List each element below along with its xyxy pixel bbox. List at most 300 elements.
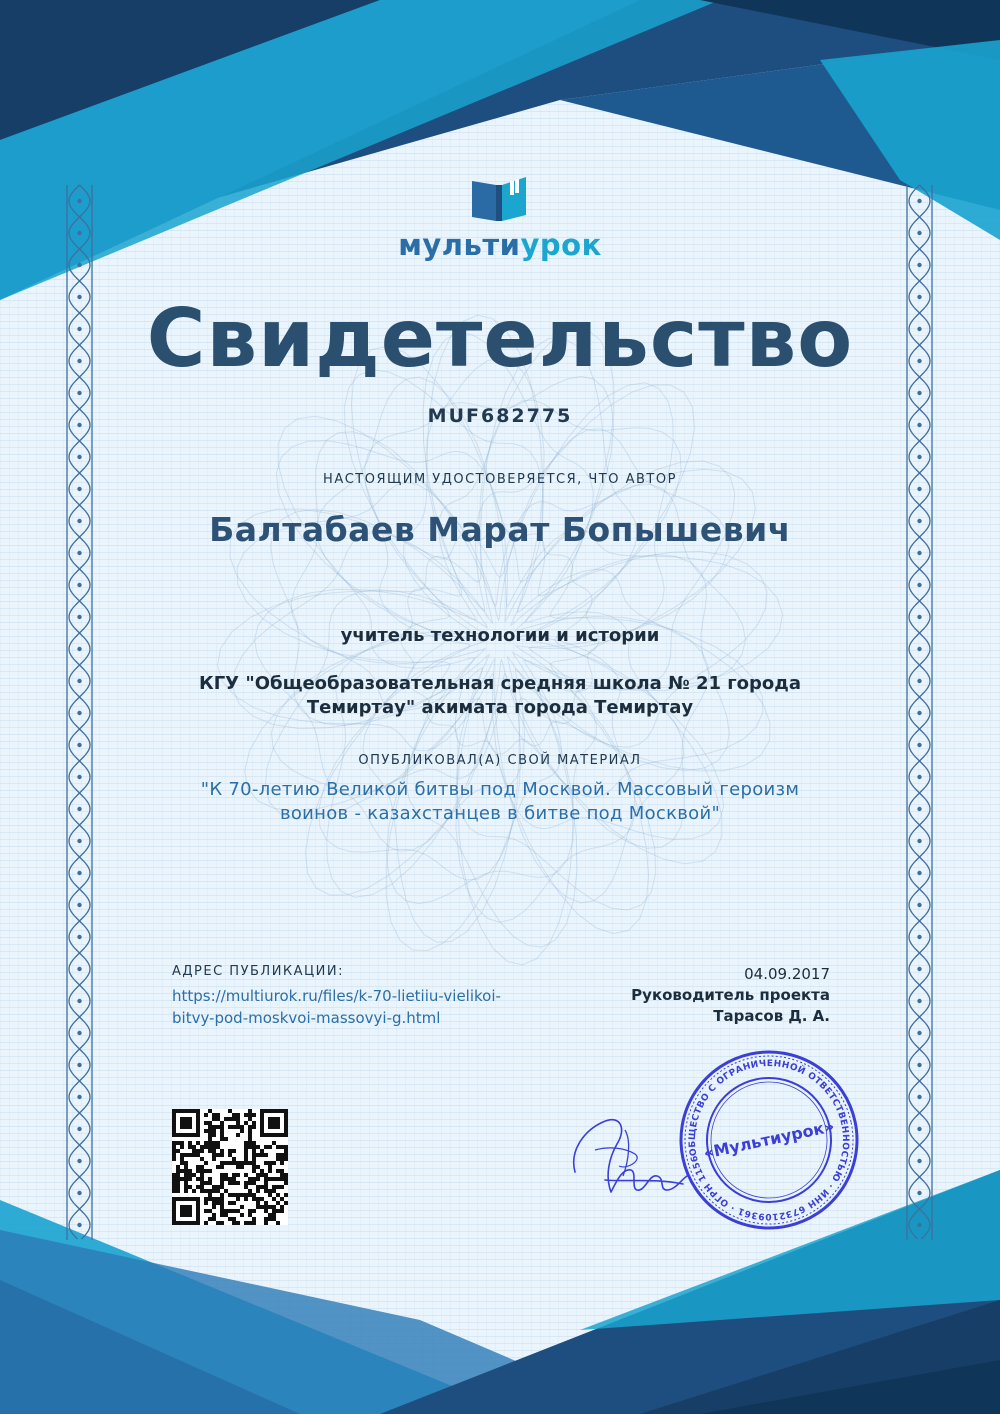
qr-module: [236, 1117, 240, 1121]
qr-module: [284, 1181, 288, 1185]
publication-address-label: АДРЕС ПУБЛИКАЦИИ:: [172, 964, 344, 979]
qr-module: [268, 1205, 272, 1209]
qr-module: [244, 1153, 248, 1157]
qr-module: [204, 1145, 208, 1149]
border-dot: [77, 551, 81, 555]
qr-module: [212, 1149, 216, 1153]
qr-module: [264, 1145, 268, 1149]
qr-module: [256, 1173, 260, 1177]
brand-part-1: мульти: [398, 228, 521, 262]
qr-module: [180, 1177, 184, 1181]
qr-module: [184, 1161, 188, 1165]
qr-module: [252, 1125, 256, 1129]
border-dot: [917, 871, 921, 875]
qr-module: [208, 1129, 212, 1133]
border-dot: [917, 583, 921, 587]
qr-module: [264, 1153, 268, 1157]
qr-module: [244, 1173, 248, 1177]
qr-module: [272, 1205, 276, 1209]
material-title-line-1: "К 70-летию Великой битвы под Москвой. Массовый героизм: [200, 779, 800, 800]
qr-module: [208, 1137, 212, 1141]
qr-module: [228, 1161, 232, 1165]
qr-module: [212, 1145, 216, 1149]
qr-module: [244, 1121, 248, 1125]
qr-module: [256, 1153, 260, 1157]
qr-module: [192, 1173, 196, 1177]
qr-module: [176, 1185, 180, 1189]
qr-module: [264, 1217, 268, 1221]
organization-line-2: Темиртау" акимата города Темиртау: [306, 697, 694, 718]
qr-module: [264, 1189, 268, 1193]
qr-module: [212, 1117, 216, 1121]
qr-module: [200, 1145, 204, 1149]
qr-module: [184, 1189, 188, 1193]
qr-module: [208, 1193, 212, 1197]
border-dot: [77, 871, 81, 875]
qr-code: [172, 1109, 288, 1225]
qr-module: [196, 1185, 200, 1189]
qr-module: [248, 1177, 252, 1181]
qr-module: [180, 1141, 184, 1145]
qr-module: [256, 1145, 260, 1149]
qr-module: [176, 1173, 180, 1177]
qr-module: [228, 1117, 232, 1121]
qr-module: [244, 1113, 248, 1117]
qr-module: [248, 1117, 252, 1121]
border-dot: [77, 1127, 81, 1131]
qr-module: [252, 1149, 256, 1153]
qr-module: [240, 1161, 244, 1165]
qr-module: [220, 1197, 224, 1201]
qr-module: [264, 1181, 268, 1185]
qr-module: [260, 1205, 264, 1209]
material-title-line-2: воинов - казахстанцев в битве под Москвой": [279, 803, 721, 824]
qr-module: [192, 1189, 196, 1193]
qr-module: [212, 1153, 216, 1157]
border-dot: [917, 455, 921, 459]
qr-module: [276, 1169, 280, 1173]
qr-module: [232, 1113, 236, 1117]
qr-module: [200, 1157, 204, 1161]
qr-module: [228, 1217, 232, 1221]
qr-module: [256, 1189, 260, 1193]
qr-module: [248, 1137, 252, 1141]
border-dot: [77, 1031, 81, 1035]
qr-module: [244, 1149, 248, 1153]
qr-module: [196, 1141, 200, 1145]
qr-module: [208, 1197, 212, 1201]
qr-module: [232, 1117, 236, 1121]
qr-module: [204, 1189, 208, 1193]
qr-module: [244, 1157, 248, 1161]
qr-module: [248, 1125, 252, 1129]
qr-module: [176, 1149, 180, 1153]
qr-module: [252, 1153, 256, 1157]
qr-module: [220, 1125, 224, 1129]
qr-module: [260, 1197, 264, 1201]
qr-module: [224, 1137, 228, 1141]
qr-module: [236, 1193, 240, 1197]
border-dot: [917, 999, 921, 1003]
qr-module: [252, 1197, 256, 1201]
qr-module: [212, 1189, 216, 1193]
qr-module: [232, 1177, 236, 1181]
qr-module: [272, 1189, 276, 1193]
qr-module: [276, 1193, 280, 1197]
certificate-title: Свидетельство: [146, 292, 854, 385]
qr-module: [252, 1193, 256, 1197]
qr-module: [172, 1145, 176, 1149]
qr-module: [224, 1213, 228, 1217]
qr-module: [236, 1125, 240, 1129]
author-name: Балтабаев Марат Бопышевич: [209, 510, 791, 549]
border-dot: [77, 391, 81, 395]
qr-module: [272, 1209, 276, 1213]
qr-module: [172, 1185, 176, 1189]
qr-module: [208, 1209, 212, 1213]
qr-module: [200, 1149, 204, 1153]
qr-module: [252, 1161, 256, 1165]
qr-module: [224, 1189, 228, 1193]
qr-module: [264, 1221, 268, 1225]
qr-module: [208, 1217, 212, 1221]
qr-module: [184, 1173, 188, 1177]
qr-module: [232, 1173, 236, 1177]
qr-module: [240, 1205, 244, 1209]
qr-module: [204, 1197, 208, 1201]
qr-module: [248, 1221, 252, 1225]
author-position: учитель технологии и истории: [340, 625, 660, 646]
qr-module: [240, 1129, 244, 1133]
qr-module: [240, 1193, 244, 1197]
qr-module: [236, 1209, 240, 1213]
qr-module: [260, 1169, 264, 1173]
qr-module: [208, 1169, 212, 1173]
qr-module: [276, 1153, 280, 1157]
qr-module: [204, 1209, 208, 1213]
qr-module: [272, 1217, 276, 1221]
qr-module: [284, 1153, 288, 1157]
qr-module: [272, 1197, 276, 1201]
qr-module: [208, 1133, 212, 1137]
qr-module: [228, 1181, 232, 1185]
qr-module: [228, 1209, 232, 1213]
qr-module: [220, 1133, 224, 1137]
qr-module: [256, 1177, 260, 1181]
qr-module: [220, 1173, 224, 1177]
qr-module: [220, 1221, 224, 1225]
qr-module: [236, 1161, 240, 1165]
qr-module: [228, 1153, 232, 1157]
publication-url[interactable]: [172, 985, 592, 1029]
qr-module: [180, 1169, 184, 1173]
qr-module: [276, 1185, 280, 1189]
qr-module: [216, 1113, 220, 1117]
qr-module: [220, 1129, 224, 1133]
brand-name: [0, 228, 1000, 262]
border-dot: [917, 1063, 921, 1067]
qr-module: [244, 1221, 248, 1225]
qr-module: [268, 1169, 272, 1173]
qr-module: [220, 1185, 224, 1189]
qr-module: [184, 1153, 188, 1157]
qr-module: [212, 1133, 216, 1137]
qr-module: [232, 1217, 236, 1221]
qr-module: [224, 1173, 228, 1177]
qr-module: [236, 1121, 240, 1125]
border-dot: [77, 487, 81, 491]
qr-module: [220, 1121, 224, 1125]
qr-module: [192, 1145, 196, 1149]
qr-module: [176, 1177, 180, 1181]
qr-module: [268, 1145, 272, 1149]
qr-module: [180, 1157, 184, 1161]
border-dot: [77, 1223, 81, 1227]
qr-module: [212, 1129, 216, 1133]
qr-module: [208, 1141, 212, 1145]
qr-module: [284, 1149, 288, 1153]
organization-line-1: КГУ "Общеобразовательная средняя школа № 21 города: [199, 673, 801, 694]
qr-module: [272, 1141, 276, 1145]
qr-module: [188, 1141, 192, 1145]
qr-module: [172, 1189, 176, 1193]
qr-module: [276, 1209, 280, 1213]
qr-module: [268, 1161, 272, 1165]
qr-module: [240, 1165, 244, 1169]
qr-module: [264, 1177, 268, 1181]
qr-module: [280, 1173, 284, 1177]
qr-module: [172, 1173, 176, 1177]
qr-module: [236, 1221, 240, 1225]
qr-module: [244, 1193, 248, 1197]
qr-module: [188, 1169, 192, 1173]
border-dot: [77, 455, 81, 459]
qr-module: [264, 1209, 268, 1213]
qr-module: [208, 1181, 212, 1185]
qr-module: [276, 1177, 280, 1181]
qr-module: [200, 1173, 204, 1177]
qr-module: [280, 1169, 284, 1173]
qr-module: [252, 1221, 256, 1225]
qr-module: [208, 1149, 212, 1153]
border-dot: [77, 1191, 81, 1195]
qr-module: [260, 1185, 264, 1189]
qr-module: [228, 1193, 232, 1197]
qr-module: [196, 1153, 200, 1157]
qr-module: [172, 1181, 176, 1185]
qr-module: [252, 1181, 256, 1185]
border-dot: [917, 391, 921, 395]
qr-module: [184, 1181, 188, 1185]
qr-module: [224, 1161, 228, 1165]
qr-module: [264, 1161, 268, 1165]
qr-module: [220, 1137, 224, 1141]
qr-module: [228, 1125, 232, 1129]
border-dot: [917, 1031, 921, 1035]
qr-module: [268, 1193, 272, 1197]
border-dot: [77, 583, 81, 587]
company-stamp: [677, 1048, 861, 1232]
qr-module: [236, 1133, 240, 1137]
qr-module: [260, 1173, 264, 1177]
qr-module: [192, 1153, 196, 1157]
qr-module: [232, 1181, 236, 1185]
qr-module: [188, 1177, 192, 1181]
qr-module: [236, 1165, 240, 1169]
qr-module: [252, 1169, 256, 1173]
border-dot: [77, 935, 81, 939]
qr-module: [232, 1201, 236, 1205]
qr-module: [204, 1141, 208, 1145]
qr-module: [216, 1197, 220, 1201]
border-dot: [917, 1191, 921, 1195]
qr-module: [208, 1109, 212, 1113]
qr-module: [184, 1165, 188, 1169]
qr-module: [212, 1213, 216, 1217]
qr-module: [176, 1181, 180, 1185]
qr-module: [280, 1153, 284, 1157]
qr-module: [216, 1145, 220, 1149]
qr-module: [284, 1177, 288, 1181]
qr-module: [220, 1165, 224, 1169]
border-dot: [77, 647, 81, 651]
qr-module: [220, 1209, 224, 1213]
published-lead-text: ОПУБЛИКОВАЛ(А) СВОЙ МАТЕРИАЛ: [358, 753, 642, 768]
qr-module: [208, 1121, 212, 1125]
qr-module: [220, 1153, 224, 1157]
qr-module: [200, 1177, 204, 1181]
qr-module: [232, 1221, 236, 1225]
signer-name: Тарасов Д. А.: [713, 1007, 830, 1025]
qr-module: [232, 1193, 236, 1197]
qr-module: [256, 1201, 260, 1205]
organization: [0, 672, 1000, 720]
qr-module: [252, 1177, 256, 1181]
qr-finder: [268, 1117, 280, 1129]
border-dot: [77, 1063, 81, 1067]
qr-module: [188, 1145, 192, 1149]
qr-module: [252, 1157, 256, 1161]
publication-url-line-1[interactable]: https://multiurok.ru/files/k-70-lietiiu-vielikoi-: [172, 987, 501, 1005]
qr-module: [220, 1213, 224, 1217]
qr-module: [204, 1221, 208, 1225]
qr-module: [280, 1205, 284, 1209]
border-dot: [917, 551, 921, 555]
qr-module: [248, 1189, 252, 1193]
border-dot: [917, 1159, 921, 1163]
qr-module: [216, 1117, 220, 1121]
qr-module: [192, 1149, 196, 1153]
qr-module: [212, 1113, 216, 1117]
qr-module: [264, 1201, 268, 1205]
qr-module: [268, 1217, 272, 1221]
qr-module: [252, 1209, 256, 1213]
border-dot: [77, 903, 81, 907]
qr-module: [248, 1145, 252, 1149]
publication-url-line-2[interactable]: bitvy-pod-moskvoi-massovyi-g.html: [172, 1009, 441, 1027]
border-dot: [917, 199, 921, 203]
brand-part-2: урок: [520, 228, 602, 262]
qr-module: [176, 1169, 180, 1173]
qr-module: [172, 1149, 176, 1153]
border-dot: [77, 999, 81, 1003]
qr-module: [204, 1169, 208, 1173]
qr-module: [264, 1205, 268, 1209]
qr-module: [196, 1177, 200, 1181]
qr-module: [196, 1149, 200, 1153]
qr-module: [180, 1161, 184, 1165]
qr-module: [220, 1205, 224, 1209]
qr-module: [188, 1173, 192, 1177]
qr-module: [228, 1201, 232, 1205]
qr-module: [200, 1165, 204, 1169]
certificate-code: MUF682775: [427, 405, 573, 427]
stamp-outer-text: ОБЩЕСТВО С ОГРАНИЧЕННОЙ ОТВЕТСТВЕННОСТЬЮ · ИНН 6732109361 · ОГРН 1156733012732: [687, 1058, 851, 1222]
qr-module: [284, 1173, 288, 1177]
qr-module: [284, 1157, 288, 1161]
qr-module: [244, 1181, 248, 1185]
qr-module: [244, 1197, 248, 1201]
qr-module: [196, 1165, 200, 1169]
qr-module: [252, 1113, 256, 1117]
qr-module: [212, 1185, 216, 1189]
book-logo-icon: [470, 175, 530, 223]
qr-module: [232, 1149, 236, 1153]
stamp-center-text: «Мультиурок»: [701, 1116, 836, 1163]
qr-module: [272, 1177, 276, 1181]
qr-module: [244, 1141, 248, 1145]
qr-module: [276, 1201, 280, 1205]
qr-module: [172, 1153, 176, 1157]
qr-module: [176, 1189, 180, 1193]
qr-module: [200, 1181, 204, 1185]
signature-image: [565, 1110, 695, 1210]
qr-module: [204, 1121, 208, 1125]
qr-module: [172, 1157, 176, 1161]
qr-module: [200, 1189, 204, 1193]
qr-module: [244, 1161, 248, 1165]
qr-module: [248, 1213, 252, 1217]
qr-module: [220, 1149, 224, 1153]
qr-module: [220, 1201, 224, 1205]
border-dot: [917, 839, 921, 843]
qr-module: [248, 1209, 252, 1213]
qr-module: [180, 1145, 184, 1149]
border-dot: [917, 1127, 921, 1131]
qr-module: [208, 1125, 212, 1129]
border-dot: [77, 967, 81, 971]
qr-module: [248, 1129, 252, 1133]
qr-module: [248, 1181, 252, 1185]
qr-module: [272, 1213, 276, 1217]
border-dot: [77, 1095, 81, 1099]
qr-module: [224, 1117, 228, 1121]
border-dot: [917, 967, 921, 971]
qr-module: [272, 1185, 276, 1189]
qr-module: [252, 1165, 256, 1169]
signer-role: Руководитель проекта: [631, 986, 830, 1004]
qr-module: [208, 1145, 212, 1149]
qr-module: [252, 1217, 256, 1221]
border-dot: [77, 263, 81, 267]
qr-module: [244, 1185, 248, 1189]
qr-module: [280, 1177, 284, 1181]
qr-module: [224, 1177, 228, 1181]
qr-finder: [180, 1117, 192, 1129]
border-dot: [917, 615, 921, 619]
qr-module: [232, 1209, 236, 1213]
qr-module: [248, 1113, 252, 1117]
